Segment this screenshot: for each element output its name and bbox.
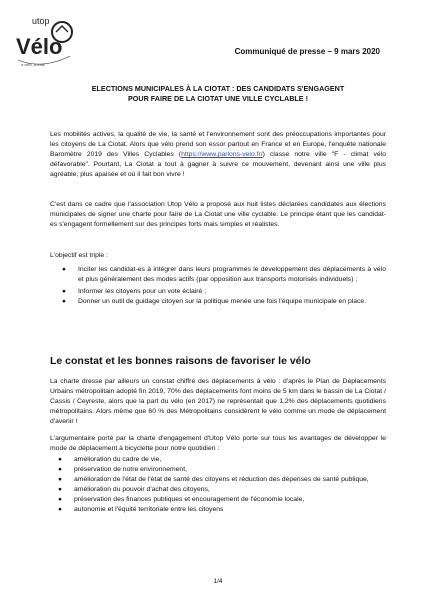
- constat-paragraph: La charte dresse par ailleurs un constat chiffré des déplacements à vélo : d'après le Plan de Déplacements Urbains métropolitain adopté fin 2019, 70% des déplacements font moins de 5 km dans le bassin de La Ciotat / Cassis / Ceyreste, alors que la part du vélo (en 2017) ne représentait que 1,2% des déplacements quotidiens métropolitains. Alors même que 60 % des Métropolitains considèrent le vélo comme un mode de déplacement d'avenir !: [50, 378, 386, 425]
- advantages-list: [50, 455, 386, 515]
- charter-paragraph: C'est dans ce cadre que l'association Utop Vélo a proposé aux huit listes déclarées candidates aux élections municipales de signer une charte pour faire de La Ciotat une ville cyclable. Le principe étant que les candidat-es s'engagent formellement sur des principes forts mais simples et réalistes.: [50, 201, 386, 228]
- bullet-icon: ●: [62, 298, 66, 305]
- logo-top-text: utop: [32, 16, 50, 26]
- bullet-icon: ●: [58, 496, 62, 503]
- document-title: [50, 84, 386, 104]
- press-release-date: Communiqué de presse – 9 mars 2020: [234, 47, 380, 56]
- bullet-icon: ●: [62, 266, 66, 273]
- advantage-item: ● amélioration de l'état de l'état de santé des citoyens et réduction des dépenses de santé publique,: [58, 476, 369, 483]
- parlons-velo-link[interactable]: https://www.parlons-velo.fr/: [181, 151, 263, 158]
- advantage-item: ● préservation de notre environnement,: [58, 466, 187, 473]
- advantage-item: ● amélioration du cadre de vie,: [58, 456, 162, 463]
- bullet-icon: ●: [58, 486, 62, 493]
- intro-paragraph: [50, 130, 386, 180]
- logo-tagline: à vélo, à tous: [21, 62, 45, 67]
- objective-item: ● Donner un outil de guidage citoyen sur la politique menée une fois l'équipe municipale en place.: [62, 298, 367, 305]
- advantage-item: ● autonomie et l'équité territoriale entre les citoyens: [58, 506, 224, 513]
- objective-item: ● Informer les citoyens pour un vote éclairé ;: [62, 288, 207, 295]
- objectives-list: [50, 265, 386, 307]
- bullet-icon: ●: [62, 288, 66, 295]
- advantage-item: ● préservation des finances publiques et encouragement de l'économie locale,: [58, 496, 305, 503]
- intro-text-1: Les mobilités actives, la qualité de vie, la santé et l'environnement sont des préoccupations importantes pour les citoyens de La Ciotat. Alors que vélo prend son essor partout en France et en Europe, l'enquête nationale Baromètre 2019 des Villes Cyclables (: [50, 131, 386, 158]
- bullet-icon: ●: [58, 506, 62, 513]
- argument-paragraph: L'argumentaire porté par la charte d'engagement d'Utop Vélo porte sur tous les avantages de développer le mode de déplacement à bicyclette pour notre quotidien :: [50, 435, 386, 452]
- advantage-item: ● amélioration du pouvoir d'achat des citoyens,: [58, 486, 210, 493]
- objective-item: ● Inciter les candidat-es à intégrer dans leurs programmes le développement des déplacements à vélo et plus généralement des modes actifs (par opposition aux transports motorisés individuels) ;: [62, 266, 386, 283]
- objective-label: L'objectif est triple :: [50, 252, 108, 259]
- bicycle-logo-icon: [12, 10, 76, 70]
- section-heading: Le constat et les bonnes raisons de favoriser le vélo: [50, 355, 311, 367]
- bullet-icon: ●: [58, 476, 62, 483]
- title-line-2: POUR FAIRE DE LA CIOTAT UNE VILLE CYCLABLE !: [128, 94, 308, 103]
- page-number: 1/4: [213, 578, 223, 585]
- logo-main-text: Vélo: [16, 34, 63, 59]
- intro-text-2: ) classe notre ville "F - climat vélo défavorable". Pourtant, La Ciotat a tout à gagner à suivre ce mouvement, devenant ainsi une ville plus agréable, plus apaisée et où il fait bon vivre !: [50, 151, 386, 178]
- bullet-icon: ●: [58, 466, 62, 473]
- bullet-icon: ●: [58, 456, 62, 463]
- utop-velo-logo: [12, 10, 76, 70]
- title-line-1: ELECTIONS MUNICIPALES À LA CIOTAT : DES CANDIDATS S'ENGAGENT: [91, 84, 345, 93]
